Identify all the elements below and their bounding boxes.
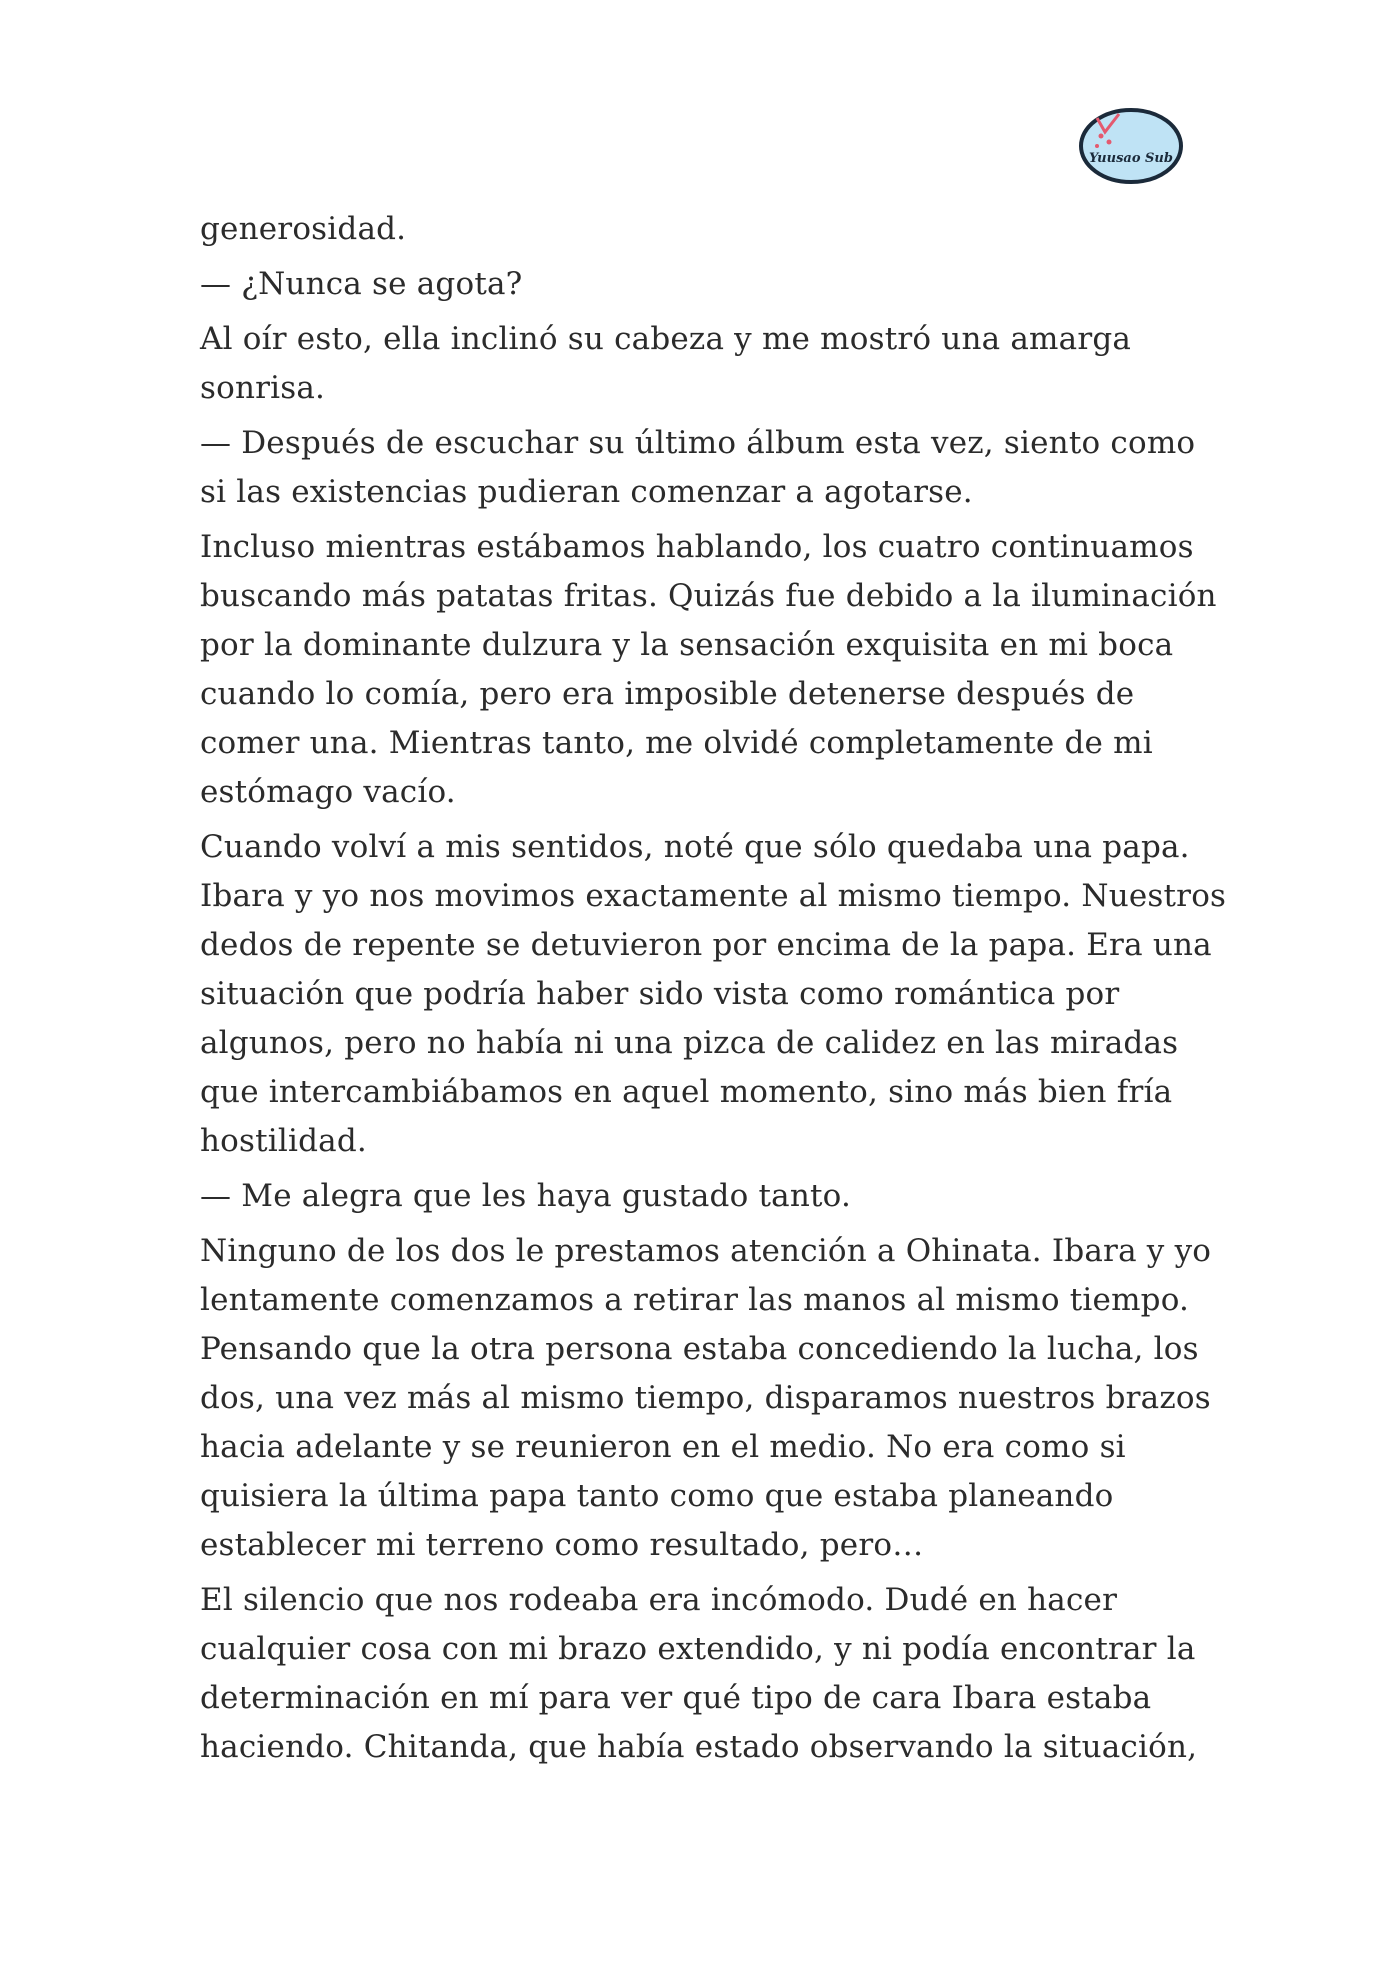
text-line: haciendo. Chitanda, que había estado observando la situación, [200,1729,1198,1765]
text-line: lentamente comenzamos a retirar las manos al mismo tiempo. [200,1282,1190,1318]
text-line: determinación en mí para ver qué tipo de cara Ibara estaba [200,1680,1152,1716]
paragraph [200,823,1227,1166]
paragraph [200,523,1217,817]
text-line: quisiera la última papa tanto como que estaba planeando [200,1478,1114,1514]
text-line: por la dominante dulzura y la sensación exquisita en mi boca [200,627,1174,663]
text-line: — Me alegra que les haya gustado tanto. [200,1178,852,1214]
text-line: Cuando volví a mis sentidos, noté que sólo quedaba una papa. [200,829,1190,865]
text-line: generosidad. [200,211,407,247]
paragraph [200,260,1210,309]
svg-text:Yuusao Sub: Yuusao Sub [1089,151,1173,166]
text-line: Ibara y yo nos movimos exactamente al mismo tiempo. Nuestros [200,878,1227,914]
text-line: Pensando que la otra persona estaba concediendo la lucha, los [200,1331,1199,1367]
text-line: — Después de escuchar su último álbum esta vez, siento como [200,425,1196,461]
translator-logo [1075,102,1187,186]
text-line: Incluso mientras estábamos hablando, los cuatro continuamos [200,529,1194,565]
text-line: establecer mi terreno como resultado, pero… [200,1527,924,1563]
text-line: cualquier cosa con mi brazo extendido, y ni podía encontrar la [200,1631,1196,1667]
text-line: si las existencias pudieran comenzar a agotarse. [200,474,973,510]
paragraph [200,419,1210,517]
paragraph [200,315,1210,413]
text-line: buscando más patatas fritas. Quizás fue debido a la iluminación [200,578,1217,614]
text-line: hacia adelante y se reunieron en el medio. No era como si [200,1429,1126,1465]
text-line: — ¿Nunca se agota? [200,266,523,302]
text-line: comer una. Mientras tanto, me olvidé completamente de mi [200,725,1153,761]
text-line: algunos, pero no había ni una pizca de calidez en las miradas [200,1025,1179,1061]
text-line: dedos de repente se detuvieron por encima de la papa. Era una [200,927,1212,963]
text-line: cuando lo comía, pero era imposible detenerse después de [200,676,1135,712]
paragraph [200,1172,1210,1221]
paragraph [200,1576,1210,1772]
text-line: El silencio que nos rodeaba era incómodo. Dudé en hacer [200,1582,1118,1618]
text-body [200,205,1227,1778]
paragraph [200,1227,1210,1570]
text-line: situación que podría haber sido vista como romántica por [200,976,1120,1012]
text-line: sonrisa. [200,370,326,406]
paragraph [200,205,1210,254]
text-line: hostilidad. [200,1123,367,1159]
yuusao-sub-logo-icon [1075,102,1187,186]
text-line: que intercambiábamos en aquel momento, sino más bien fría [200,1074,1173,1110]
text-line: estómago vacío. [200,774,456,810]
text-line: Ninguno de los dos le prestamos atención a Ohinata. Ibara y yo [200,1233,1212,1269]
text-line: Al oír esto, ella inclinó su cabeza y me mostró una amarga [200,321,1132,357]
text-line: dos, una vez más al mismo tiempo, disparamos nuestros brazos [200,1380,1211,1416]
